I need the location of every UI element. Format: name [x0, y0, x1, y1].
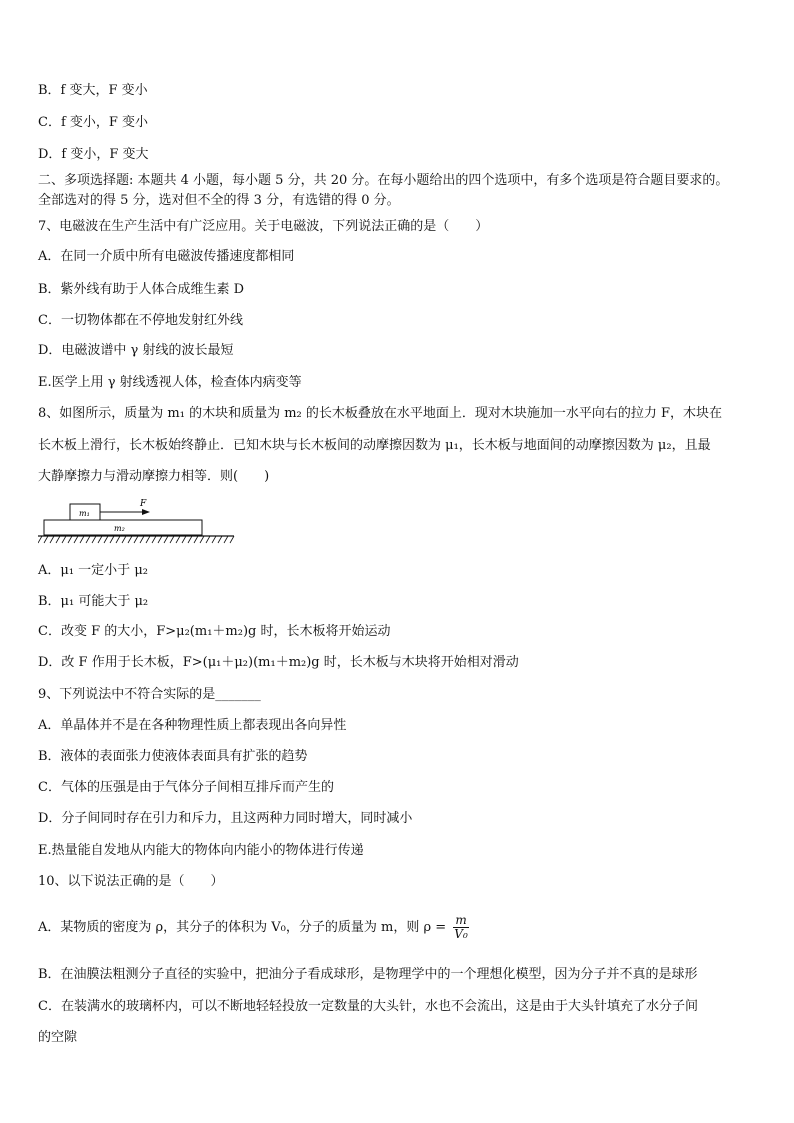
q6-option-c: C．f 变小，F 变小 [38, 115, 149, 130]
q7-option-c: C．一切物体都在不停地发射红外线 [38, 313, 243, 328]
q10-option-a-text: A．某物质的密度为 ρ，其分子的体积为 V₀，分子的质量为 m，则 ρ = [38, 920, 447, 935]
q8-option-b: B．μ₁ 可能大于 μ₂ [38, 594, 149, 609]
formula-denominator: V₀ [454, 927, 468, 941]
q10-stem: 10、以下说法正确的是（ ） [38, 874, 224, 889]
q7-option-b: B．紫外线有助于人体合成维生素 D [38, 282, 245, 297]
formula-numerator: m [455, 913, 467, 927]
density-formula [452, 914, 469, 941]
q8-option-a: A．μ₁ 一定小于 μ₂ [38, 563, 148, 578]
force-label: F [140, 499, 147, 509]
q8-option-c: C．改变 F 的大小，F>μ₂(m₁＋m₂)g 时，长木板将开始运动 [38, 624, 391, 639]
q6-option-b: B．f 变大，F 变小 [38, 83, 148, 98]
section2-instruction-1: 二、多项选择题: 本题共 4 小题，每小题 5 分，共 20 分。在每小题给出的四个选项中，有多个选项是符合题目要求的。 [38, 173, 729, 188]
section2-instruction-2: 全部选对的得 5 分，选对但不全的得 3 分，有选错的得 0 分。 [38, 193, 400, 208]
q8-stem-3: 大静摩擦力与滑动摩擦力相等．则( ) [38, 469, 270, 484]
q9-option-e: E.热量能自发地从内能大的物体向内能小的物体进行传递 [38, 843, 364, 858]
q7-option-d: D．电磁波谱中 γ 射线的波长最短 [38, 343, 234, 358]
q10-option-c-2: 的空隙 [38, 1030, 78, 1045]
q9-stem: 9、下列说法中不符合实际的是_______ [38, 687, 261, 702]
block-on-board-diagram [38, 496, 238, 548]
q6-option-d: D．f 变小，F 变大 [38, 147, 149, 162]
q8-stem-2: 长木板上滑行，长木板始终静止．已知木块与长木板间的动摩擦因数为 μ₁，长木板与地面间的动摩擦因数为 μ₂，且最 [38, 438, 711, 453]
ground-hatch [38, 536, 234, 543]
q8-option-d: D．改 F 作用于长木板，F>(μ₁＋μ₂)(m₁＋m₂)g 时，长木板与木块将开始相对滑动 [38, 655, 519, 670]
block-m1-label: m₁ [79, 509, 90, 518]
q7-option-a: A．在同一介质中所有电磁波传播速度都相同 [38, 249, 295, 264]
force-arrow-head [142, 509, 150, 515]
q7-stem: 7、电磁波在生产生活中有广泛应用。关于电磁波，下列说法正确的是（ ） [38, 219, 489, 234]
q9-option-d: D．分子间同时存在引力和斥力，且这两种力同时增大，同时减小 [38, 811, 413, 826]
q9-option-c: C．气体的压强是由于气体分子间相互排斥而产生的 [38, 780, 334, 795]
board-m2-label: m₂ [114, 524, 125, 533]
q10-option-c-1: C．在装满水的玻璃杯内，可以不断地轻轻投放一定数量的大头针，水也不会流出，这是由于大头针填充了水分子间 [38, 999, 698, 1014]
q10-option-a [38, 914, 470, 941]
q9-option-b: B．液体的表面张力使液体表面具有扩张的趋势 [38, 749, 308, 764]
q9-option-a: A．单晶体并不是在各种物理性质上都表现出各向异性 [38, 718, 347, 733]
q8-stem-1: 8、如图所示，质量为 m₁ 的木块和质量为 m₂ 的长木板叠放在水平地面上．现对木块施加一水平向右的拉力 F，木块在 [38, 406, 723, 421]
q10-option-b: B．在油膜法粗测分子直径的实验中，把油分子看成球形，是物理学中的一个理想化模型，因为分子并不真的是球形 [38, 967, 698, 982]
q7-option-e: E.医学上用 γ 射线透视人体，检查体内病变等 [38, 375, 302, 390]
